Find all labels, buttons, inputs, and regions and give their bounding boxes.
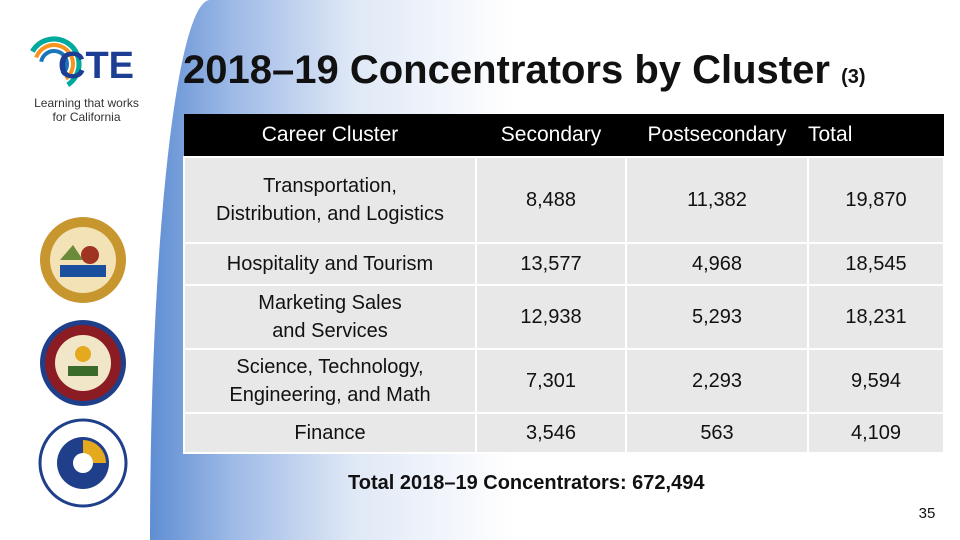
cell-secondary: 7,301 bbox=[476, 349, 626, 413]
cell-cluster bbox=[184, 349, 476, 413]
department-of-education-seal-icon bbox=[38, 318, 128, 408]
table-row bbox=[184, 157, 944, 243]
cell-total: 19,870 bbox=[808, 157, 944, 243]
cell-postsecondary: 5,293 bbox=[626, 285, 808, 349]
cte-logo bbox=[24, 30, 149, 130]
title-suffix: (3) bbox=[841, 66, 866, 88]
title-text: 2018–19 Concentrators by Cluster bbox=[183, 48, 830, 92]
cte-logo-text: CTE bbox=[58, 45, 134, 87]
cluster-line: and Services bbox=[272, 320, 388, 342]
header-career-cluster: Career Cluster bbox=[184, 114, 476, 157]
cell-secondary: 13,577 bbox=[476, 243, 626, 285]
cell-secondary: 8,488 bbox=[476, 157, 626, 243]
cte-tagline bbox=[24, 96, 149, 124]
header-total: Total bbox=[808, 114, 944, 157]
header-secondary: Secondary bbox=[476, 114, 626, 157]
cell-postsecondary: 4,968 bbox=[626, 243, 808, 285]
cluster-line: Marketing Sales bbox=[258, 292, 402, 314]
cluster-line: Science, Technology, bbox=[236, 356, 424, 378]
cell-postsecondary: 11,382 bbox=[626, 157, 808, 243]
table-row bbox=[184, 285, 944, 349]
table-row bbox=[184, 243, 944, 285]
cluster-line: Hospitality and Tourism bbox=[226, 253, 434, 275]
cell-total: 18,231 bbox=[808, 285, 944, 349]
cluster-line: Distribution, and Logistics bbox=[216, 203, 444, 225]
state-board-seal-icon bbox=[38, 215, 128, 305]
header-postsecondary: Postsecondary bbox=[626, 114, 808, 157]
cell-secondary: 3,546 bbox=[476, 413, 626, 453]
table-header-row bbox=[184, 114, 944, 157]
cell-total: 18,545 bbox=[808, 243, 944, 285]
cell-cluster bbox=[184, 285, 476, 349]
table-row bbox=[184, 349, 944, 413]
cluster-line: Engineering, and Math bbox=[229, 384, 431, 406]
page-number: 35 bbox=[918, 505, 936, 522]
cell-postsecondary: 563 bbox=[626, 413, 808, 453]
total-concentrators: Total 2018–19 Concentrators: 672,494 bbox=[348, 472, 705, 494]
cluster-line: Finance bbox=[294, 422, 366, 444]
tagline-line: for California bbox=[52, 110, 121, 124]
cluster-line: Transportation, bbox=[263, 175, 397, 197]
cell-cluster bbox=[184, 157, 476, 243]
cell-cluster bbox=[184, 243, 476, 285]
cell-total: 9,594 bbox=[808, 349, 944, 413]
cell-cluster bbox=[184, 413, 476, 453]
cell-total: 4,109 bbox=[808, 413, 944, 453]
tagline-line: Learning that works bbox=[34, 96, 139, 110]
cell-secondary: 12,938 bbox=[476, 285, 626, 349]
community-colleges-seal-icon bbox=[38, 418, 128, 508]
cte-logo-icon bbox=[24, 30, 149, 96]
cell-postsecondary: 2,293 bbox=[626, 349, 808, 413]
table-row bbox=[184, 413, 944, 453]
page-title bbox=[183, 48, 943, 108]
concentrators-table bbox=[183, 114, 945, 454]
